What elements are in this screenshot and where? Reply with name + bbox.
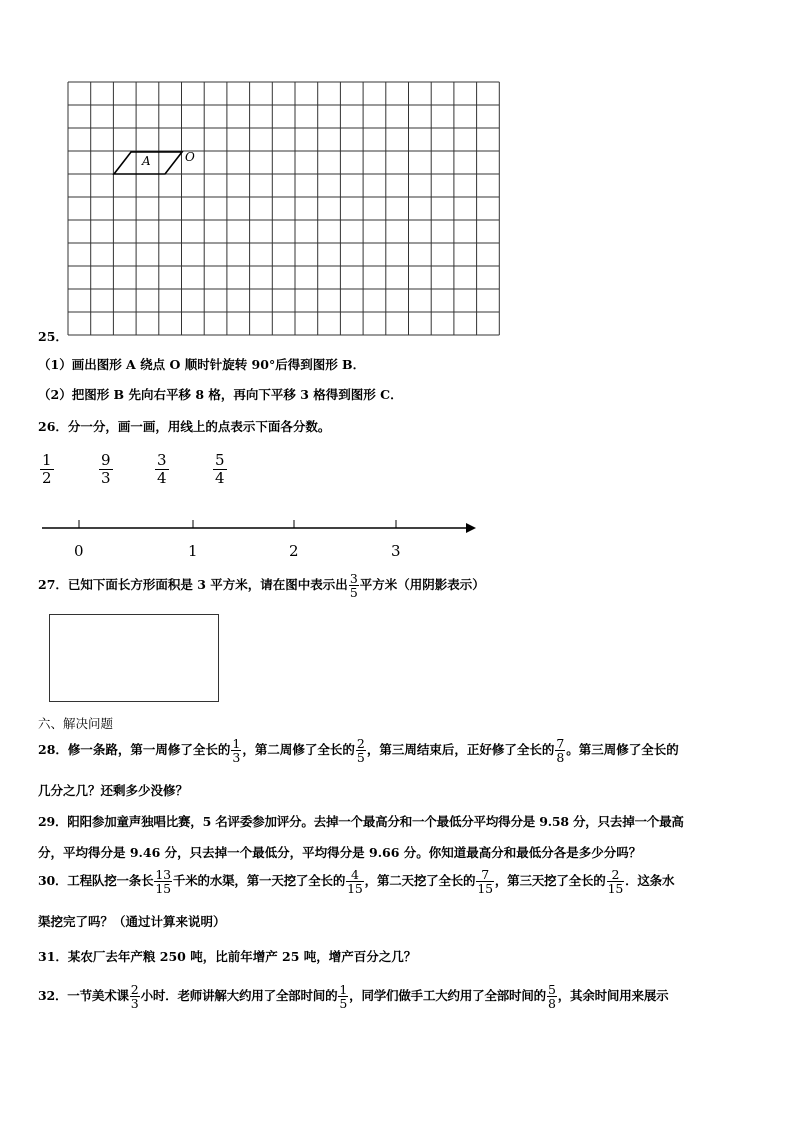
q30-fraction-3: [476, 868, 494, 895]
axis-label-0: 0: [74, 542, 84, 560]
fraction-numerator: 9: [101, 451, 111, 469]
q27-rectangle[interactable]: [49, 614, 219, 702]
fraction-denominator: 4: [157, 469, 167, 488]
point-o-label: O: [185, 150, 195, 164]
q30-text-2: 千米的水渠，第一天挖了全长的: [172, 873, 346, 889]
fraction-denominator: 8: [556, 750, 565, 766]
q28-line2: 几分之几？还剩多少没修？: [38, 783, 189, 798]
fraction-denominator: 4: [215, 469, 225, 488]
q30-fraction-2: [346, 868, 364, 895]
fraction-denominator: 15: [347, 881, 363, 897]
q28-text-2: ，第二周修了全长的: [242, 742, 355, 758]
section-6-title: 六、解决问题: [38, 716, 114, 731]
fraction-numerator: 1: [232, 736, 241, 751]
fraction-numerator: 1: [42, 451, 52, 469]
q29-line1: 29．阳阳参加童声独唱比赛，5 名评委参加评分。去掉一个最高分和一个最低分平均得分是 9.58 分，只去掉一个最高: [38, 814, 684, 829]
q32-line1: [38, 983, 668, 1010]
fraction-numerator: 1: [339, 982, 348, 997]
q28-fraction-3: [555, 737, 565, 764]
fraction-numerator: 3: [157, 451, 167, 469]
fraction-denominator: 15: [155, 881, 171, 897]
fraction-denominator: 15: [607, 881, 624, 897]
arrow-right-icon: [466, 523, 476, 533]
q28-text-1: 28．修一条路，第一周修了全长的: [38, 742, 231, 758]
axis-label-2: 2: [289, 542, 299, 560]
fraction-numerator: 13: [155, 867, 171, 882]
q28-fraction-1: [231, 737, 241, 764]
q30-line2: 渠挖完了吗？（通过计算来说明）: [38, 914, 226, 929]
q28-fraction-2: [356, 737, 366, 764]
q32-text-3: ，同学们做手工大约用了全部时间的: [349, 988, 546, 1004]
q30-line1: [38, 868, 674, 895]
q28-text-3: ，第三周结束后，正好修了全长的: [366, 742, 555, 758]
q25-number: 25．: [38, 329, 68, 344]
q27-suffix: 平方米（用阴影表示）: [359, 577, 485, 593]
q30-text-5: ．这条水: [625, 873, 675, 889]
q32-fraction-2: [338, 983, 348, 1010]
fraction-denominator: 3: [232, 750, 241, 766]
q30-text-1: 30．工程队挖一条长: [38, 873, 154, 889]
fraction-denominator: 3: [101, 469, 111, 488]
shape-a-label: A: [142, 154, 151, 168]
fraction-numerator: 5: [547, 982, 556, 997]
axis-label-1: 1: [188, 542, 198, 560]
q25-part1: （1）画出图形 A 绕点 O 顺时针旋转 90°后得到图形 B．: [38, 357, 366, 372]
q32-fraction-3: [547, 983, 557, 1010]
q30-fraction-1: [154, 868, 172, 895]
q27-prefix: 27．已知下面长方形面积是 3 平方米，请在图中表示出: [38, 577, 348, 593]
q31-text: 31．某农厂去年产粮 250 吨，比前年增产 25 吨，增产百分之几？: [38, 949, 417, 964]
q30-text-3: ，第二天挖了全长的: [364, 873, 476, 889]
q27-fraction: [349, 572, 359, 599]
q30-text-4: ，第三天挖了全长的: [494, 873, 606, 889]
q32-fraction-1: [130, 983, 140, 1010]
q27-text: [38, 572, 485, 599]
fraction-numerator: 2: [356, 736, 365, 751]
fraction-denominator: 8: [547, 996, 556, 1012]
q32-text-4: ，其余时间用来展示: [557, 988, 669, 1004]
q28-text-4: 。第三周修了全长的: [566, 742, 679, 758]
q25-part2: （2）把图形 B 先向右平移 8 格，再向下平移 3 格得到图形 C．: [38, 387, 403, 402]
fraction-denominator: 3: [130, 996, 139, 1012]
fraction-denominator: 5: [339, 996, 348, 1012]
fraction-numerator: 7: [481, 867, 489, 882]
fraction-denominator: 5: [356, 750, 365, 766]
axis-label-3: 3: [391, 542, 401, 560]
fraction-numerator: 5: [215, 451, 225, 469]
fraction-denominator: 15: [477, 881, 493, 897]
q29-line2: 分，平均得分是 9.46 分，只去掉一个最低分，平均得分是 9.66 分。你知道最高分和最低分各是多少分吗？: [38, 845, 642, 860]
fraction-numerator: 3: [349, 571, 358, 586]
q32-text-1: 32．一节美术课: [38, 988, 129, 1004]
fraction-numerator: 4: [351, 867, 359, 882]
fraction-denominator: 2: [42, 469, 52, 488]
fraction-denominator: 5: [349, 585, 358, 601]
q32-text-2: 小时．老师讲解大约用了全部时间的: [140, 988, 338, 1004]
fraction-numerator: 7: [556, 736, 565, 751]
q30-fraction-4: [607, 868, 625, 895]
q28-line1: [38, 737, 679, 764]
fraction-numerator: 2: [611, 867, 620, 882]
q26-text: 26．分一分，画一画，用线上的点表示下面各分数。: [38, 419, 331, 434]
fraction-numerator: 2: [130, 982, 139, 997]
